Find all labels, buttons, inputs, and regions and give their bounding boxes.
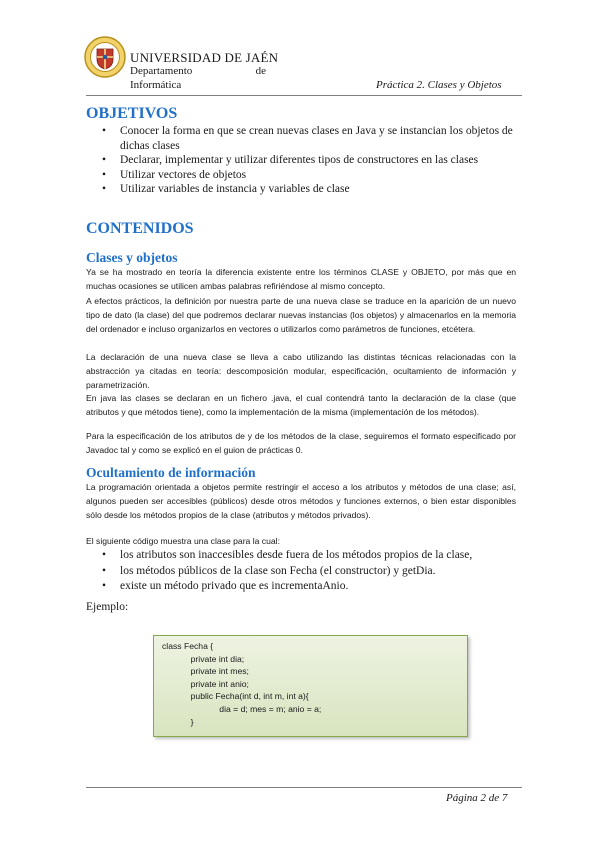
code-line: }	[162, 716, 194, 727]
ejemplo-label: Ejemplo:	[86, 601, 129, 613]
clases-paragraph: Ya se ha mostrado en teoría la diferencia existente entre los términos CLASE y OBJETO, por más que en muchas ocasiones se utilicen ambas palabras refiriéndose al mismo concepto.	[86, 267, 516, 292]
code-line: dia = d; mes = m; anio = a;	[162, 703, 322, 714]
ocultamiento-item: • existe un método privado que es incrementaAnio.	[86, 579, 516, 595]
objetivos-heading: OBJETIVOS	[86, 105, 178, 122]
ocultamiento-item: • los métodos públicos de la clase son Fecha (el constructor) y getDia.	[86, 564, 516, 580]
clases-paragraph: La declaración de una nueva clase se lleva a cabo utilizando las distintas técnicas relacionadas con la abstracción ya citadas en teoría: descomposición modular, especificación, ocultamiento de información y parametrización.	[86, 352, 516, 391]
university-name: UNIVERSIDAD DE JAÉN	[130, 50, 279, 65]
objetivo-item: • Utilizar vectores de objetos	[86, 168, 516, 183]
code-example-box	[153, 635, 468, 737]
objetivo-item: • Conocer la forma en que se crean nuevas clases en Java y se instancian los objetos de dichas clases	[86, 124, 516, 153]
contenidos-heading: CONTENIDOS	[86, 220, 194, 237]
footer-divider	[86, 787, 522, 788]
code-line: private int mes;	[162, 666, 249, 677]
department-de: de	[255, 65, 266, 77]
ocultamiento-item: • los atributos son inaccesibles desde fuera de los métodos propios de la clase,	[86, 548, 516, 564]
page-number: Página 2 de 7	[446, 792, 508, 804]
university-seal-logo	[84, 35, 126, 79]
practice-title: Práctica 2. Clases y Objetos	[376, 79, 502, 91]
codigo-intro: El siguiente código muestra una clase para la cual:	[86, 536, 280, 546]
ocultamiento-heading: Ocultamiento de información	[86, 465, 256, 480]
code-line: private int dia;	[162, 653, 245, 664]
code-line: class Fecha {	[162, 641, 214, 651]
clases-paragraph: En java las clases se declaran en un fichero .java, el cual contendrá tanto la declaración de la clase (que atributos y que métodos tiene), como la implementación de la misma (implementación de los métodos).	[86, 393, 516, 418]
header-divider	[86, 95, 522, 96]
clases-paragraph: Para la especificación de los atributos de y de los métodos de la clase, seguiremos el formato especificado por Javadoc tal y como se explicó en el guion de prácticas 0.	[86, 431, 516, 456]
objetivo-item: • Declarar, implementar y utilizar diferentes tipos de constructores en las clases	[86, 153, 516, 168]
ocultamiento-paragraph: La programación orientada a objetos permite restringir el acceso a los atributos y métodos de una clase; así, algunos pueden ser accesibles (públicos) desde otros métodos y funciones externos, o bien estar disponibles sólo desde los métodos propios de la clase (atributos y métodos privados).	[86, 482, 516, 521]
objetivos-list	[86, 124, 516, 197]
code-line: private int anio;	[162, 678, 249, 689]
department-line	[130, 65, 266, 77]
department-area: Informática	[130, 79, 182, 91]
clases-heading: Clases y objetos	[86, 250, 178, 265]
ocultamiento-list	[86, 548, 516, 595]
department-word: Departamento	[130, 65, 193, 77]
objetivo-item: • Utilizar variables de instancia y variables de clase	[86, 182, 516, 197]
clases-paragraph: A efectos prácticos, la definición por nuestra parte de una nueva clase se traduce en la aparición de un nuevo tipo de dato (la clase) del que podremos declarar nuevas instancias (los objetos) y almacenarlos en la memoria del ordenador e incluso organizarlos en vectores o utilizarlos como parámetros de funciones, etcétera.	[86, 296, 516, 335]
code-line: public Fecha(int d, int m, int a){	[162, 691, 309, 702]
